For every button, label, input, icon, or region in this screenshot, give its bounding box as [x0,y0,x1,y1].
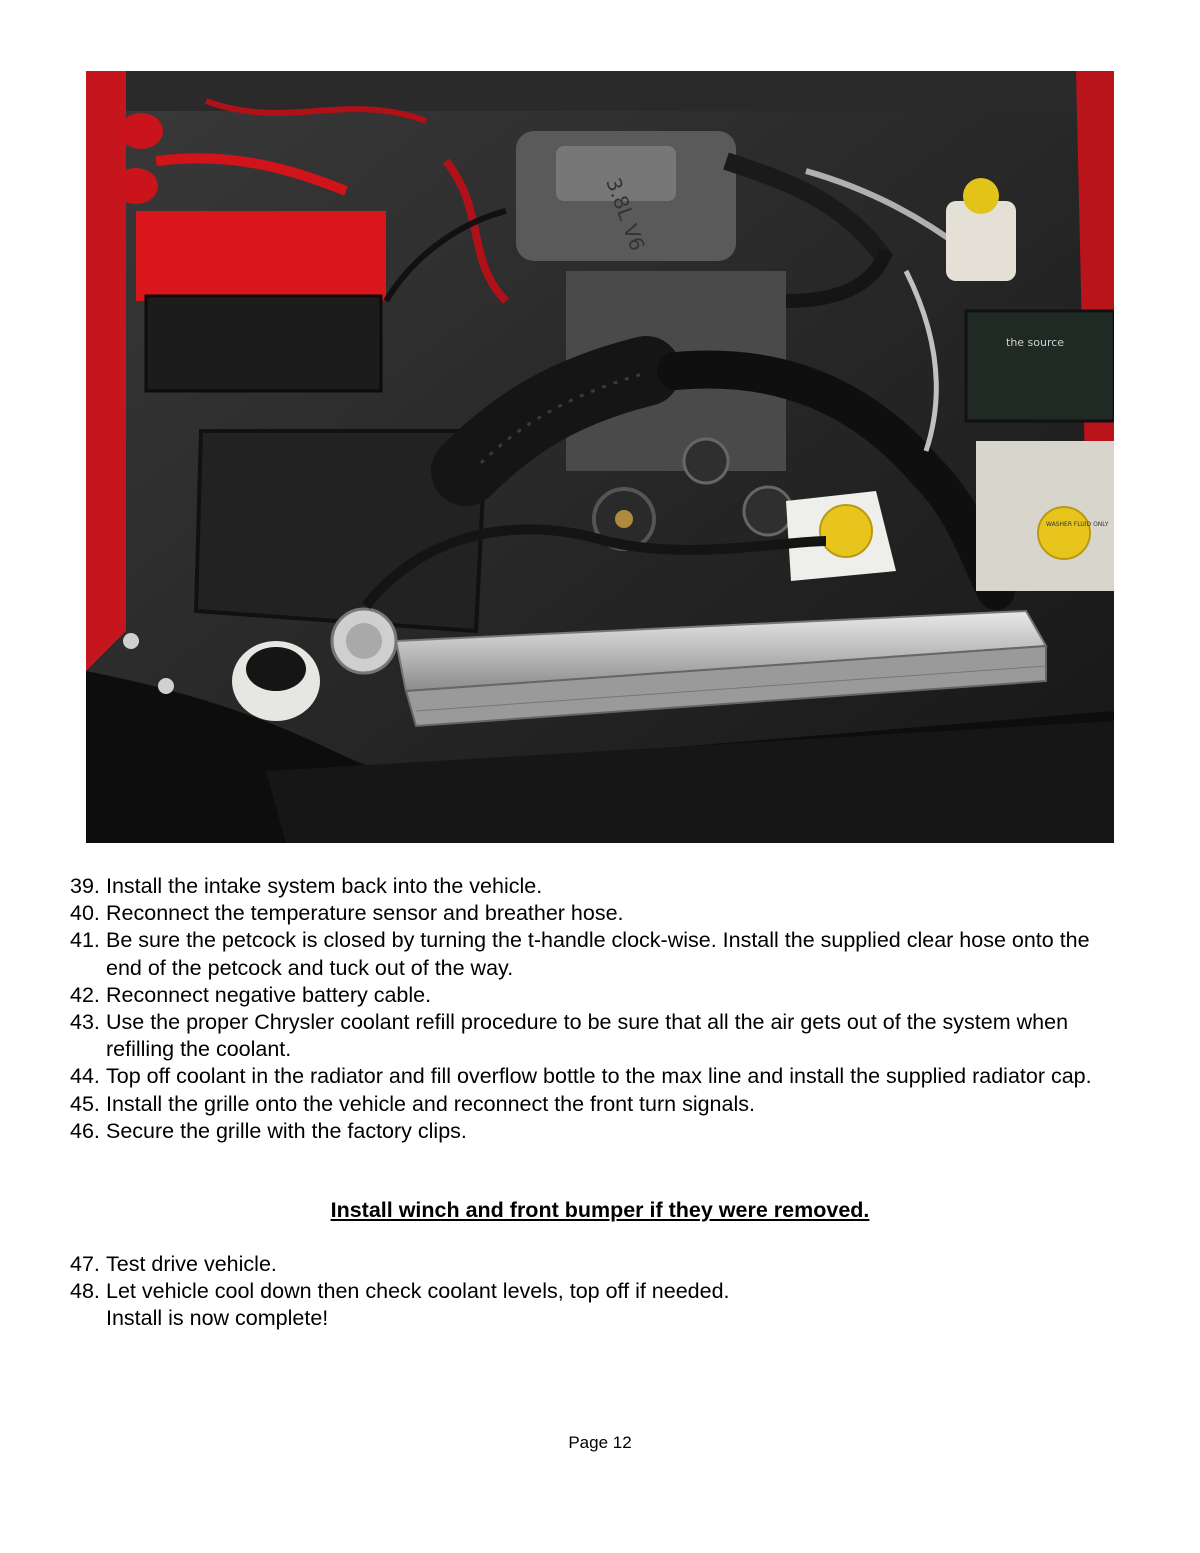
box-label: the source [1006,336,1065,349]
step-number: 39. [70,874,100,898]
instruction-list-final [70,1251,1130,1305]
list-item [70,1118,1130,1145]
step-number: 40. [70,901,100,926]
step-text: Reconnect the temperature sensor and breather hose. [106,901,624,926]
step-text: Use the proper Chrysler coolant refill procedure to be sure that all the air gets out of the system when refilling the coolant. [106,1010,1069,1062]
closing-note: Install is now complete! [106,1306,329,1330]
step-number: 46. [70,1118,100,1143]
page-number: Page 12 [568,1433,632,1452]
step-text: Secure the grille with the factory clips. [106,1118,467,1143]
list-item [70,1278,1130,1305]
step-number: 43. [70,1010,100,1035]
instruction-list [70,873,1130,1145]
engine-bay-photo [86,71,1114,843]
step-number: 41. [70,928,100,953]
step-text: Reconnect negative battery cable. [106,982,432,1007]
step-number: 42. [70,982,100,1007]
list-item [70,900,1130,927]
step-text: Be sure the petcock is closed by turning the t-handle clock-wise. Install the supplied clear hose onto the end of the petcock and tuck out of the way. [106,928,1090,980]
engine-cover-label: 3.8L V6 [601,174,650,254]
washer-cap-label: WASHER FLUID ONLY [1046,521,1109,528]
step-text: Install the grille onto the vehicle and reconnect the front turn signals. [106,1091,755,1116]
list-item [70,1091,1130,1118]
step-number: 45. [70,1091,100,1116]
step-text: Let vehicle cool down then check coolant levels, top off if needed. [106,1279,730,1304]
list-item [70,1063,1130,1090]
list-item [70,982,1130,1009]
step-text: Test drive vehicle. [106,1252,277,1276]
section-heading: Install winch and front bumper if they were removed. [330,1198,870,1222]
step-number: 47. [70,1252,100,1276]
step-number: 44. [70,1064,100,1089]
step-number: 48. [70,1279,100,1304]
list-item [70,873,1130,900]
step-text: Install the intake system back into the vehicle. [106,874,543,898]
list-item [70,1251,1130,1278]
list-item [70,1009,1130,1063]
step-text: Top off coolant in the radiator and fill overflow bottle to the max line and install the supplied radiator cap. [106,1064,1092,1089]
list-item [70,927,1130,981]
